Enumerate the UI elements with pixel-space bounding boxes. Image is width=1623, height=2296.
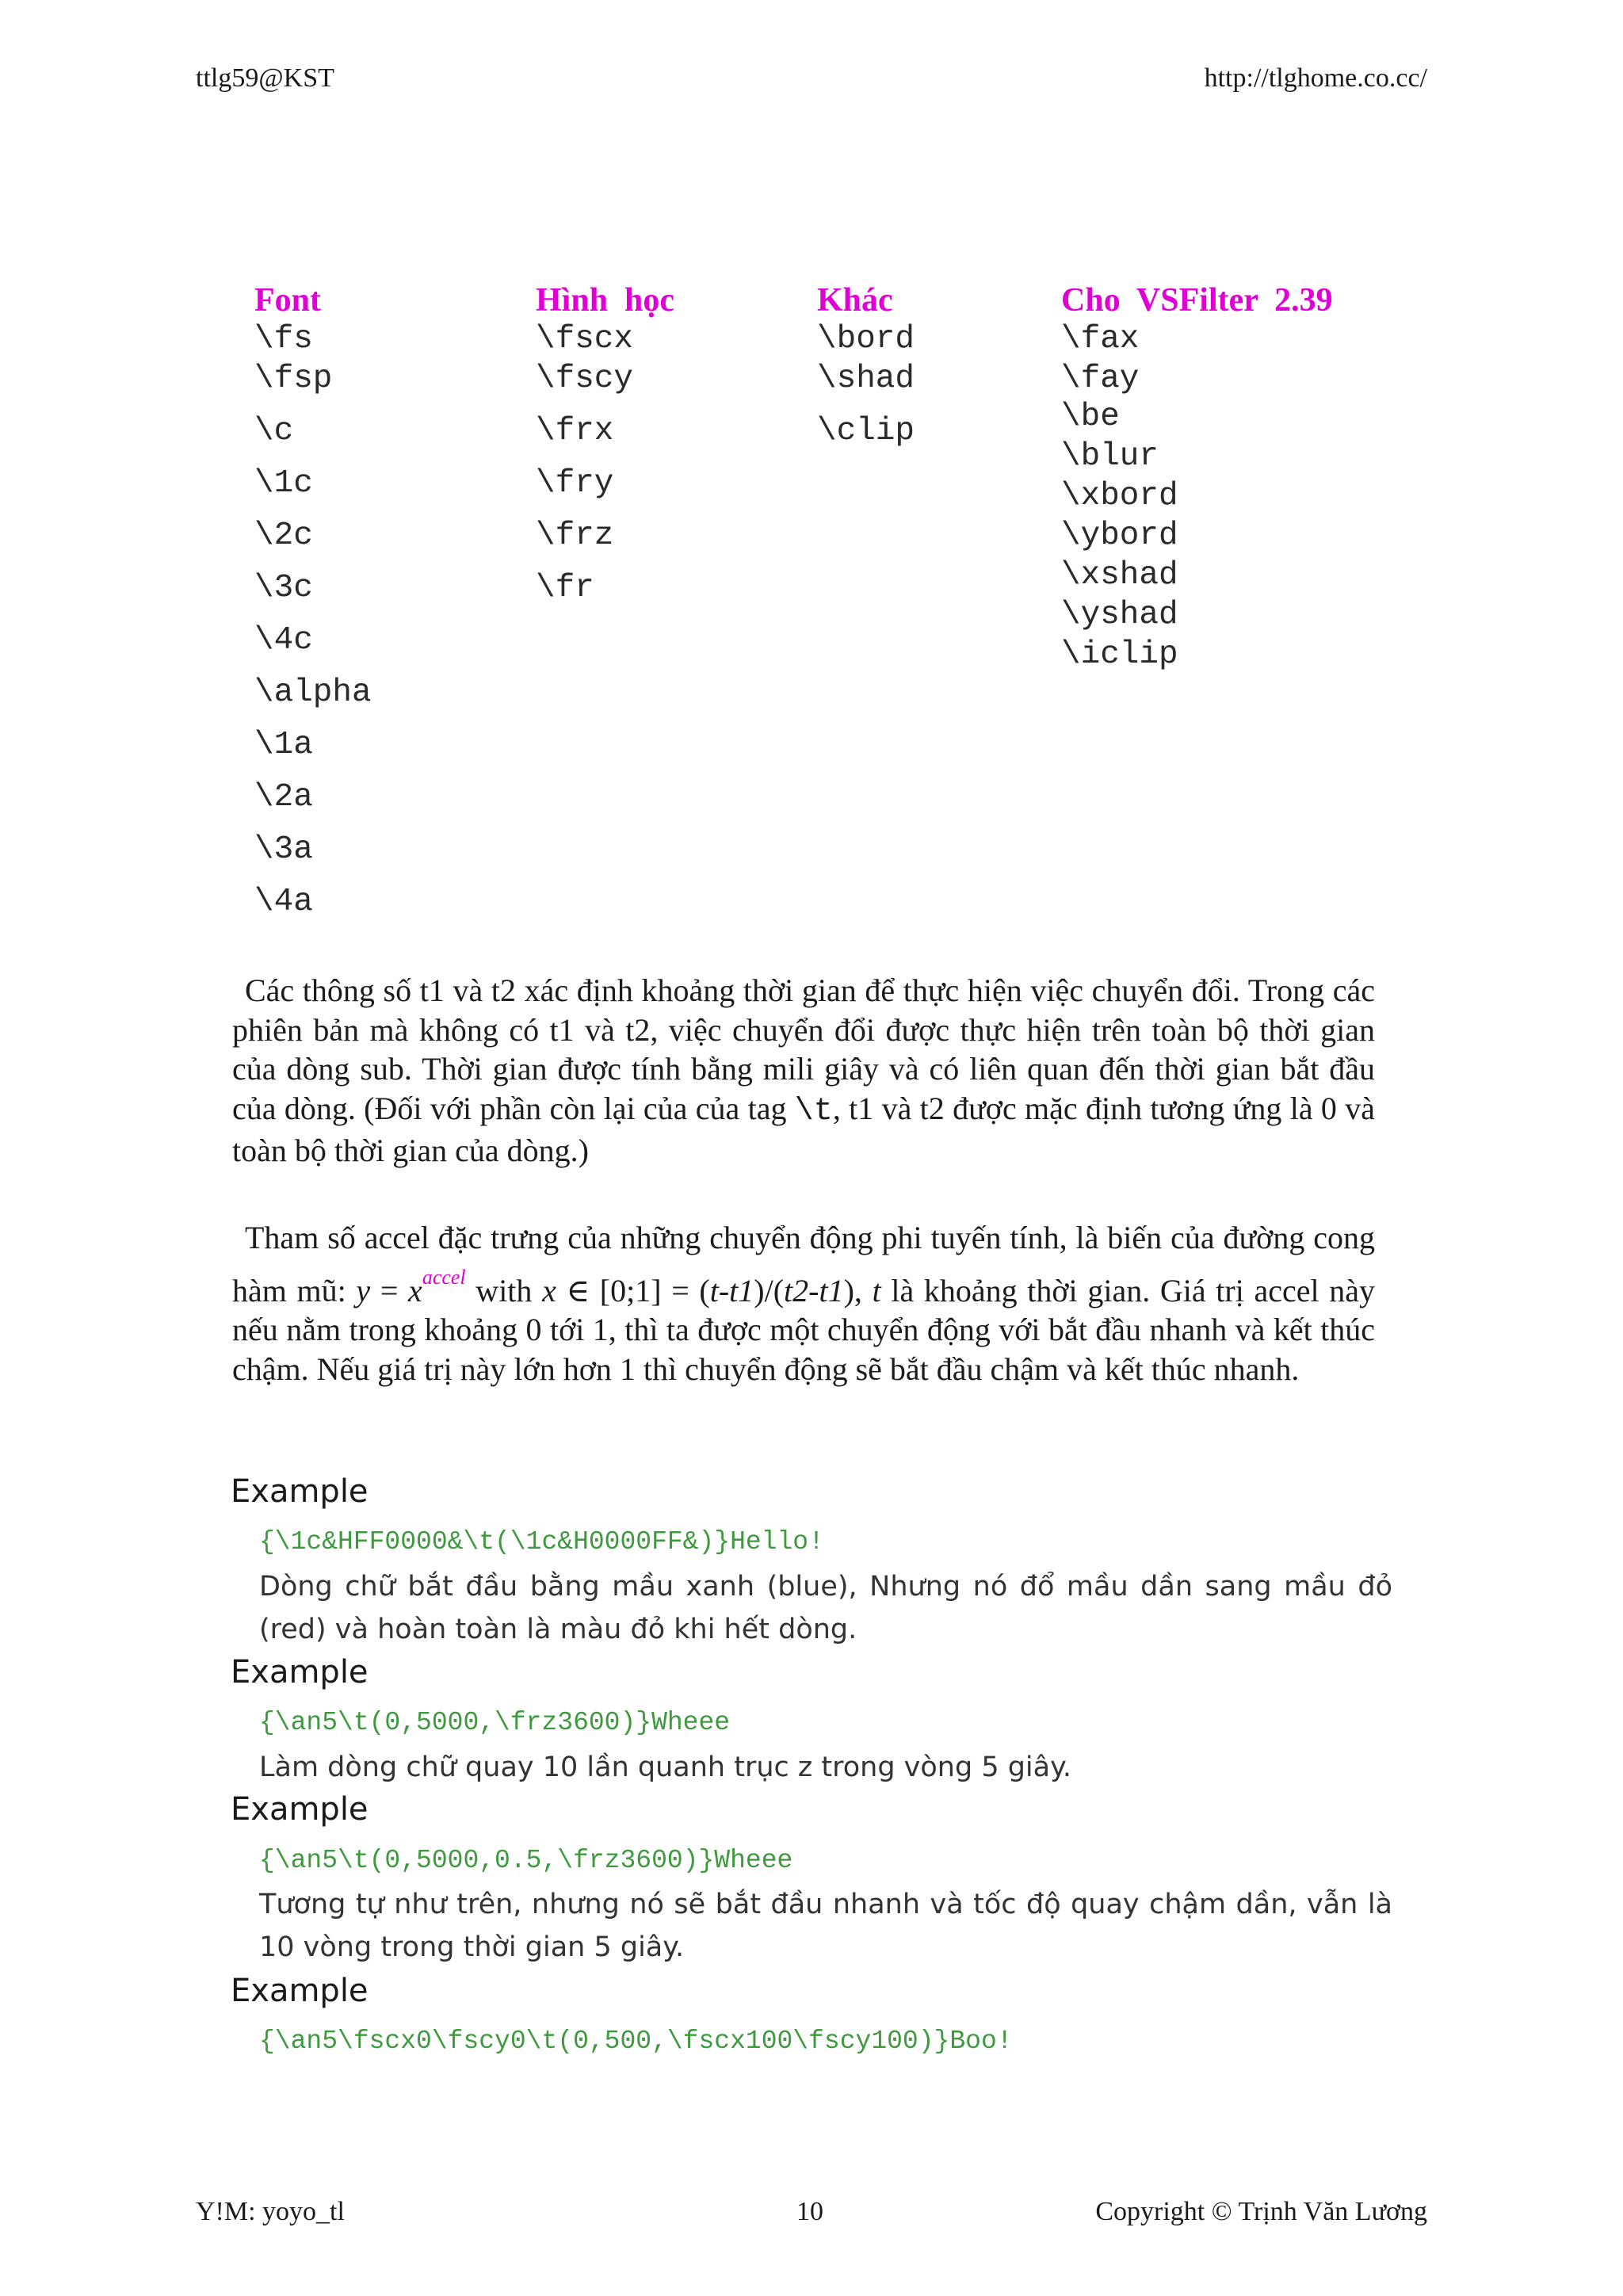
tag-item: \fry	[536, 465, 614, 502]
tag-item: \shad	[817, 361, 915, 397]
example-description: Tương tự như trên, nhưng nó sẽ bắt đầu nhanh và tốc độ quay chậm dần, vẫn là 10 vòng trong thời gian 5 giây.	[259, 1889, 1392, 1963]
example-heading: Example	[231, 1473, 369, 1510]
column-heading: Khác	[817, 282, 893, 319]
formula-t: t	[872, 1272, 881, 1308]
column-heading: Cho VSFilter 2.39	[1061, 282, 1333, 319]
example-description: Làm dòng chữ quay 10 lần quanh trục z trong vòng 5 giây.	[259, 1752, 1071, 1783]
column-vsfilter	[1061, 281, 1333, 673]
formula-y: y	[356, 1272, 371, 1308]
tag-item: \xshad	[1061, 557, 1178, 594]
tag-item: \alpha	[254, 674, 372, 711]
header-right: http://tlghome.co.cc/	[1204, 63, 1427, 93]
tag-item: \be	[1061, 399, 1120, 435]
tag-item: \yshad	[1061, 597, 1178, 633]
tag-item: \1c	[254, 465, 313, 502]
paragraph-text: Các thông số t1 và t2 xác định khoảng thời gian để thực hiện việc chuyển đổi. Trong các phiên bản mà không có t1 và t2, việc chuyển đổi được thực hiện trên toàn bộ thời gian của dòng sub. Thời gian được tính bằng mili giây và có liên quan đến thời gian bắt đầu của dòng. (Đối với phần còn lại của của tag	[232, 972, 1375, 1126]
tag-item: \xbord	[1061, 478, 1178, 514]
tag-item: \clip	[817, 413, 915, 449]
column-heading: Hình học	[536, 282, 675, 319]
formula-text: with	[465, 1272, 543, 1308]
tag-item: \frx	[536, 413, 614, 449]
example-heading: Example	[231, 1973, 369, 2009]
tag-item: \fscx	[536, 321, 634, 357]
formula-term: t-t1	[709, 1272, 754, 1308]
formula-text: )/(	[754, 1272, 785, 1308]
example-code: {\an5\t(0,5000,0.5,\frz3600)}Wheee	[259, 1846, 793, 1875]
tag-item: \fax	[1061, 321, 1140, 357]
footer-left: Y!M: yoyo_tl	[196, 2197, 345, 2226]
column-geometry	[536, 281, 675, 606]
tag-item: \3a	[254, 831, 313, 868]
formula-text: ∈ [0;1] = (	[556, 1272, 710, 1308]
tag-item: \4a	[254, 884, 313, 920]
tag-item: \c	[254, 413, 294, 449]
tag-item: \ybord	[1061, 518, 1178, 554]
formula-term: t2-t1	[784, 1272, 844, 1308]
tag-item: \fr	[536, 570, 594, 606]
inline-tag: \t	[794, 1093, 833, 1129]
example-heading: Example	[231, 1654, 369, 1690]
page-number: 10	[796, 2197, 823, 2226]
tag-item: \fsp	[254, 361, 333, 397]
formula-exponent: accel	[422, 1265, 466, 1289]
paragraph-text: là khoảng thời gian. Giá trị accel này nếu nằm trong khoảng 0 tới 1, thì ta được một chuyển động với bắt đầu nhanh và kết thúc chậm. Nếu giá trị này lớn hơn 1 thì chuyển động sẽ bắt đầu chậm và kết thúc nhanh.	[232, 1272, 1375, 1387]
formula-text: =	[370, 1272, 409, 1308]
example-code: {\1c&HFF0000&\t(\1c&H0000FF&)}Hello!	[259, 1527, 824, 1557]
column-other	[817, 281, 915, 449]
tag-item: \frz	[536, 518, 614, 554]
paragraph-text: Tham số accel đặc trưng của những chuyển động phi tuyến tính, là biến của đường cong hàm mũ:	[232, 1220, 1375, 1308]
tag-item: \fscy	[536, 361, 634, 397]
example-code: {\an5\fscx0\fscy0\t(0,500,\fscx100\fscy100)}Boo!	[259, 2027, 1013, 2056]
tag-item: \iclip	[1061, 636, 1178, 673]
paragraph-text: , t1 và t2 được mặc định tương ứng là 0 và toàn bộ thời gian của dòng.)	[232, 1090, 1376, 1168]
example-heading: Example	[231, 1791, 369, 1828]
tag-item: \bord	[817, 321, 915, 357]
example-code: {\an5\t(0,5000,\frz3600)}Wheee	[259, 1708, 731, 1737]
tag-item: \fs	[254, 321, 313, 357]
column-heading: Font	[254, 282, 321, 319]
tag-item: \2c	[254, 518, 313, 554]
example-description: Dòng chữ bắt đầu bằng mầu xanh (blue), Nhưng nó đổ mầu dần sang mầu đỏ (red) và hoàn toàn là màu đỏ khi hết dòng.	[259, 1571, 1392, 1645]
header-left: ttlg59@KST	[196, 63, 334, 93]
tag-item: \fay	[1061, 361, 1140, 397]
column-font	[254, 281, 372, 920]
paragraph-timing	[232, 971, 1375, 1171]
formula-x: x	[408, 1272, 422, 1308]
tag-item: \1a	[254, 727, 313, 763]
tag-item: \3c	[254, 570, 313, 606]
tag-item: \4c	[254, 622, 313, 659]
paragraph-accel	[232, 1218, 1375, 1389]
footer-right: Copyright © Trịnh Văn Lương	[1095, 2197, 1427, 2226]
formula-text: ),	[843, 1272, 873, 1308]
tag-item: \2a	[254, 779, 313, 816]
formula-x: x	[542, 1272, 556, 1308]
tag-item: \blur	[1061, 438, 1159, 475]
